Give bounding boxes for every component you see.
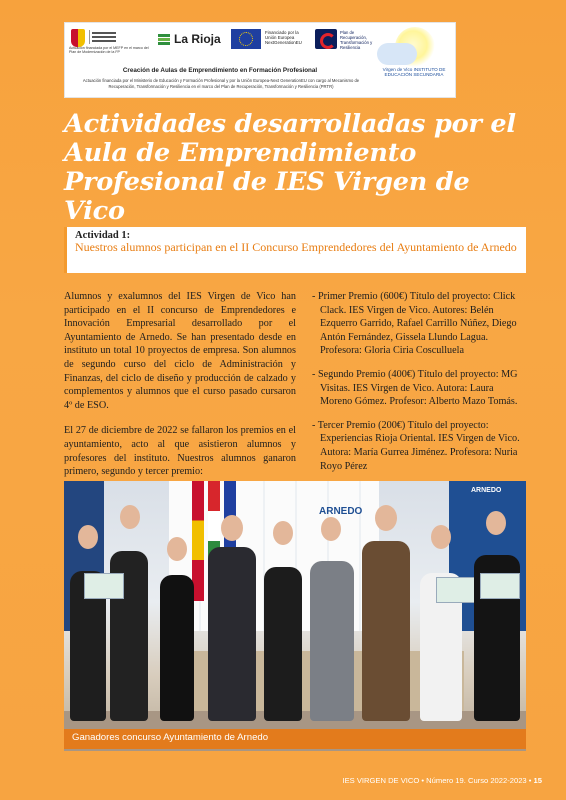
prize-first: - Primer Premio (600€) Título del proyecto: Click Clack. IES Virgen de Vico. Autores: Belén Ezquerro Garrido, Rafael Carrillo Núñez, Diego Antón Fernández, Gissela Llundo Lagua. Profesora: Gloria Ciria Cosculluela (312, 291, 517, 357)
la-rioja-text: La Rioja (174, 32, 221, 46)
group-photo (64, 481, 526, 751)
paragraph-awards: El 27 de diciembre de 2022 se fallaron los premios en el ayuntamiento, acto al que asistieron alumnos y profesores del instituto. Nuestros alumnos ganaron primero, segundo y tercer premio: (64, 425, 296, 478)
person-2-head (120, 505, 140, 529)
person-7-head (375, 505, 397, 531)
prtr-logo-text: Plan de Recuperación, Transformación y Resiliencia (340, 30, 373, 50)
cloud-icon (377, 43, 417, 65)
la-rioja-logo (155, 26, 221, 54)
spain-shield-icon (71, 29, 85, 47)
activity-title: Nuestros alumnos participan en el II Concurso Emprendedores del Ayuntamiento de Arnedo (75, 240, 517, 254)
card-funding-note: Actuación financiada por el Ministerio de Educación y Formación Profesional y por la Unión Europea-Next GenerationEU con cargo al Mecanismo de Recuperación, Transformación y Resiliencia en el marco del Plan de Recuperación, Transformación y Resiliencia (PRTR) (82, 78, 360, 89)
prtr-logo (313, 26, 377, 54)
person-8-head (431, 525, 451, 549)
diploma (480, 573, 520, 599)
activity-banner (64, 227, 526, 273)
page-title: Actividades desarrolladas por el Aula de Emprendimiento Profesional de IES Virgen de Vico (64, 109, 516, 226)
prize-list (312, 290, 526, 483)
card-title: Creación de Aulas de Emprendimiento en Formación Profesional (122, 67, 318, 74)
spain-government-logo (69, 26, 149, 54)
la-rioja-mark-icon (157, 32, 171, 46)
sponsor-logo-card (64, 22, 456, 98)
person-6 (310, 561, 354, 721)
spain-flag (192, 481, 204, 601)
person-7 (362, 541, 410, 721)
person-5-head (273, 521, 293, 545)
person-3-head (167, 537, 187, 561)
prize-third: - Tercer Premio (200€) Título del proyecto: Experiencias Rioja Oriental. IES Virgen de Vico. Autora: María Gurrea Jiménez. Profesora: Nuria Royo Pérez (312, 419, 520, 472)
footer-text: IES VIRGEN DE VICO • Número 19. Curso 2022-2023 • (342, 776, 532, 785)
ministry-text-mark (89, 30, 119, 44)
arnedo-logo-text-right: ARNEDO (471, 487, 502, 494)
page-number: 15 (533, 776, 542, 785)
page-footer (343, 776, 543, 785)
person-4-head (221, 515, 243, 541)
person-1-head (78, 525, 98, 549)
eu-flag-icon (231, 29, 261, 49)
prtr-mark-icon (315, 29, 337, 49)
photo-caption: Ganadores concurso Ayuntamiento de Arnedo (64, 729, 526, 749)
ministry-subtitle: Actuación financiada por el MEFP en el marco del Plan de Modernización de la FP (69, 46, 149, 54)
prize-second: - Segundo Premio (400€) Título del proyecto: MG Visitas. IES Virgen de Vico. Autora: Laura Moreno Gómez. Profesor: Alberto Mazo Tomás. (312, 368, 518, 408)
person-9-head (486, 511, 506, 535)
activity-label: Actividad 1: (75, 230, 131, 241)
paragraph-intro: Alumnos y exalumnos del IES Virgen de Vico han participado en el II concurso de Emprendedores e Innovación Empresarial desarrollado por el Ayuntamiento de Arnedo. Se han presentado desde en instituto un total 10 proyectos de empresa. Son alumnos de segundo curso del ciclo de Administración y Finanzas, del ciclo de diseño y producción de calzado y complementos y alumnos que el curso pasado cursaron 4º de ESO. (64, 291, 296, 411)
eu-nextgen-logo (229, 26, 305, 54)
diploma (84, 573, 124, 599)
person-5 (264, 567, 302, 721)
ies-virgen-de-vico-logo (373, 25, 451, 95)
person-6-head (321, 517, 341, 541)
person-3 (160, 575, 194, 721)
ies-logo-text: Virgen de Vico INSTITUTO DE EDUCACIÓN SECUNDARIA (382, 67, 446, 78)
left-column (64, 290, 296, 491)
person-4 (208, 547, 256, 721)
eu-logo-text: Financiado por la Unión Europea NextGenerationEU (265, 30, 302, 46)
arnedo-logo-text: ARNEDO (319, 506, 363, 517)
diploma (436, 577, 476, 603)
